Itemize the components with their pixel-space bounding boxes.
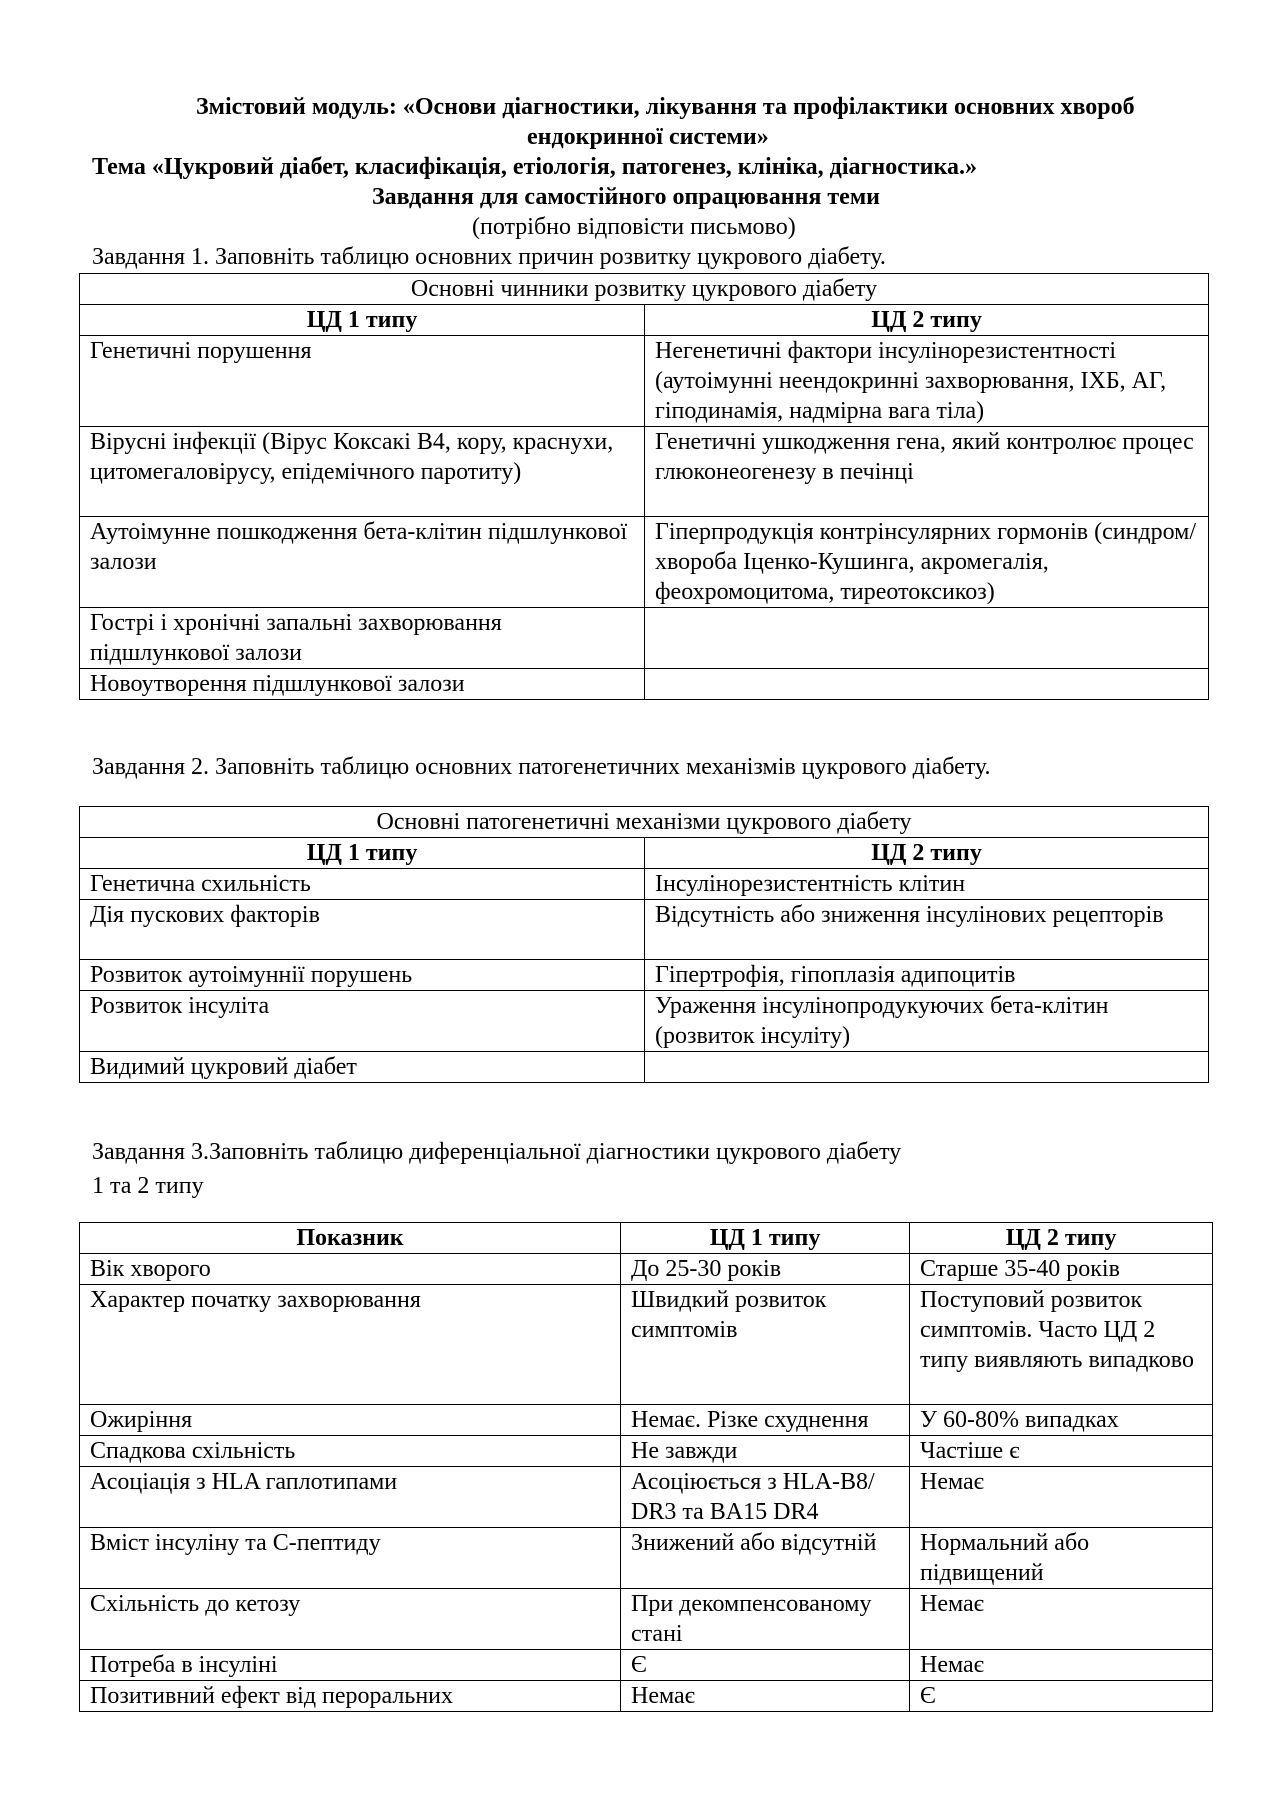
column-header: ЦД 2 типу xyxy=(645,305,1209,336)
table-cell: Генетичні порушення xyxy=(80,336,645,427)
table-cell: Частіше є xyxy=(910,1436,1213,1467)
table-cell: Не завжди xyxy=(621,1436,910,1467)
column-header: ЦД 1 типу xyxy=(80,838,645,869)
assignment-title: Завдання для самостійного опрацювання теми xyxy=(372,184,881,210)
column-header: ЦД 1 типу xyxy=(80,305,645,336)
table-header-row xyxy=(80,838,1209,869)
table-cell: Немає xyxy=(910,1467,1213,1528)
table-cell: Генетична схильність xyxy=(80,869,645,900)
table-caption: Основні патогенетичні механізми цукрового діабету xyxy=(80,807,1209,838)
table-cell: Позитивний ефект від пероральних xyxy=(80,1681,621,1712)
table-row xyxy=(80,1254,1213,1285)
table-cell: Схільність до кетозу xyxy=(80,1589,621,1650)
table-row xyxy=(80,869,1209,900)
table-caption-row xyxy=(80,274,1209,305)
table-row xyxy=(80,1650,1213,1681)
table-row xyxy=(80,517,1209,608)
table-cell: При декомпенсованому стані xyxy=(621,1589,910,1650)
table-cell: Ураження інсулінопродукуючих бета-клітин (розвиток інсуліту) xyxy=(645,991,1209,1052)
table-cell: Швидкий розвиток симптомів xyxy=(621,1285,910,1405)
table-cell: Старше 35-40 років xyxy=(910,1254,1213,1285)
table-cell: Є xyxy=(910,1681,1213,1712)
table-cell: Асоціація з HLA гаплотипами xyxy=(80,1467,621,1528)
table-row xyxy=(80,1285,1213,1405)
table-caption: Основні чинники розвитку цукрового діабету xyxy=(80,274,1209,305)
differential-diagnosis-table xyxy=(79,1222,1213,1712)
table-row xyxy=(80,1681,1213,1712)
table-header-row xyxy=(80,1223,1213,1254)
table-row xyxy=(80,1528,1213,1589)
table-cell: Вік хворого xyxy=(80,1254,621,1285)
table-cell: Поступовий розвиток симптомів. Часто ЦД 2 типу виявляють випадково xyxy=(910,1285,1213,1405)
table-cell: Гіперпродукція контрінсулярних гормонів (синдром/хвороба Іценко-Кушинга, акромегалія, феохромоцитома, тиреотоксикоз) xyxy=(645,517,1209,608)
table-row xyxy=(80,1467,1213,1528)
table-row xyxy=(80,427,1209,517)
table-cell: Є xyxy=(621,1650,910,1681)
table-cell: Новоутворення підшлункової залози xyxy=(80,669,645,700)
table-cell: Генетичні ушкодження гена, який контролює процес глюконеогенезу в печінці xyxy=(645,427,1209,517)
table-cell: Відсутність або зниження інсулінових рецепторів xyxy=(645,900,1209,960)
column-header: Показник xyxy=(80,1223,621,1254)
table-cell: Гіпертрофія, гіпоплазія адипоцитів xyxy=(645,960,1209,991)
table-row xyxy=(80,669,1209,700)
module-title-line2: ендокринної системи» xyxy=(527,124,769,150)
task3-text-line2: 1 та 2 типу xyxy=(92,1173,204,1199)
table-header-row xyxy=(80,305,1209,336)
table-cell xyxy=(645,608,1209,669)
table-cell: Вірусні інфекції (Вірус Коксакі В4, кору, краснухи, цитомегаловірусу, епідемічного паротиту) xyxy=(80,427,645,517)
table-cell: Ожиріння xyxy=(80,1405,621,1436)
table-cell xyxy=(645,669,1209,700)
table-cell: Інсулінорезистентність клітин xyxy=(645,869,1209,900)
task2-text: Завдання 2. Заповніть таблицю основних патогенетичних механізмів цукрового діабету. xyxy=(92,754,991,780)
table-row xyxy=(80,336,1209,427)
table-cell: Потреба в інсуліні xyxy=(80,1650,621,1681)
task3-text-line1: Завдання 3.Заповніть таблицю диференціальної діагностики цукрового діабету xyxy=(92,1139,902,1165)
pathogenesis-table xyxy=(79,806,1209,1083)
table-cell: Знижений або відсутній xyxy=(621,1528,910,1589)
table-cell: Немає. Різке схуднення xyxy=(621,1405,910,1436)
table-cell: Немає xyxy=(910,1650,1213,1681)
topic-title: Тема «Цукровий діабет, класифікація, етіологія, патогенез, клініка, діагностика.» xyxy=(92,154,977,180)
table-cell: Розвиток інсуліта xyxy=(80,991,645,1052)
module-title-line1: Змістовий модуль: «Основи діагностики, лікування та профілактики основних хвороб xyxy=(196,94,1135,120)
table-cell: Аутоімунне пошкодження бета-клітин підшлункової залози xyxy=(80,517,645,608)
table-cell xyxy=(645,1052,1209,1083)
table-row xyxy=(80,1436,1213,1467)
table-row xyxy=(80,1052,1209,1083)
table-cell: Розвиток аутоімуннії порушень xyxy=(80,960,645,991)
table-cell: Негенетичні фактори інсулінорезистентності (аутоімунні неендокринні захворювання, ІХБ, АГ, гіподинамія, надмірна вага тіла) xyxy=(645,336,1209,427)
column-header: ЦД 2 типу xyxy=(910,1223,1213,1254)
table-row xyxy=(80,900,1209,960)
table-cell: Видимий цукровий діабет xyxy=(80,1052,645,1083)
table-cell: Спадкова схільність xyxy=(80,1436,621,1467)
table-cell: Нормальний або підвищений xyxy=(910,1528,1213,1589)
table-cell: Характер початку захворювання xyxy=(80,1285,621,1405)
column-header: ЦД 2 типу xyxy=(645,838,1209,869)
table-row xyxy=(80,991,1209,1052)
table-row xyxy=(80,608,1209,669)
table-cell: Дія пускових факторів xyxy=(80,900,645,960)
column-header: ЦД 1 типу xyxy=(621,1223,910,1254)
table-row xyxy=(80,960,1209,991)
table-cell: Вміст інсуліну та С-пептиду xyxy=(80,1528,621,1589)
causes-table xyxy=(79,273,1209,700)
table-cell: Немає xyxy=(621,1681,910,1712)
table-cell: Асоціюється з HLA-B8/ DR3 та BA15 DR4 xyxy=(621,1467,910,1528)
table-row xyxy=(80,1589,1213,1650)
table-cell: Немає xyxy=(910,1589,1213,1650)
table-cell: До 25-30 років xyxy=(621,1254,910,1285)
table-cell: Гострі і хронічні запальні захворювання підшлункової залози xyxy=(80,608,645,669)
table-row xyxy=(80,1405,1213,1436)
table-cell: У 60-80% випадках xyxy=(910,1405,1213,1436)
table-caption-row xyxy=(80,807,1209,838)
task1-text: Завдання 1. Заповніть таблицю основних причин розвитку цукрового діабету. xyxy=(92,244,886,270)
assignment-note: (потрібно відповісти письмово) xyxy=(472,214,796,240)
